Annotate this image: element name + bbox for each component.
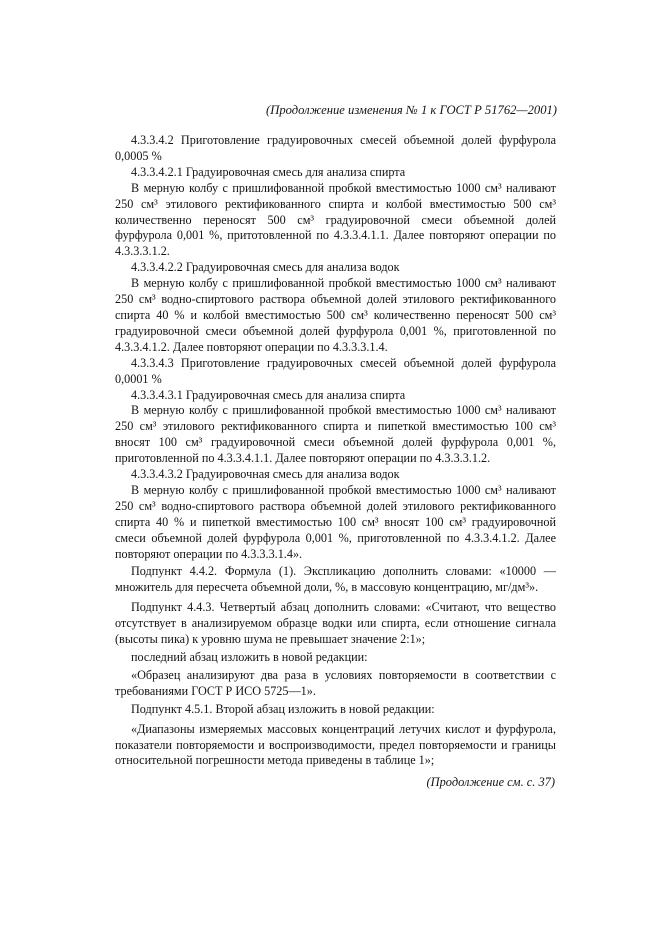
body-paragraph: В мерную колбу с пришлифованной пробкой вместимостью 1000 см³ наливают 250 см³ водно-спиртового раствора объемной долей этилового ректификованного спирта 40 % и колбой вместимостью 500 см³ количественно переносят 500 см³ градуировочной смеси объемной долей фурфурола 0,001 %, приготовленной по 4.3.3.4.1.2. Далее повторяют операции по 4.3.3.3.1.4.	[115, 276, 556, 354]
section-heading: 4.3.3.4.3 Приготовление градуировочных смесей объемной долей фурфурола 0,0001 %	[115, 355, 556, 386]
amendment-paragraph: Подпункт 4.4.3. Четвертый абзац дополнить словами: «Считают, что вещество отсутствует в анализируемом образце водки или спирта, если отношение сигнала (высоты пика) к уровню шума не превышает значение 2:1»;	[115, 600, 556, 647]
continuation-footer: (Продолжение см. с. 37)	[426, 775, 555, 790]
body-paragraph: В мерную колбу с пришлифованной пробкой вместимостью 1000 см³ наливают 250 см³ этилового ректификованного спирта и колбой вместимостью 500 см³ количественно переносят 500 см³ градуировочной смеси объемной долей фурфурола 0,001 %, притотовленной по 4.3.3.4.1.1. Далее повторяют операции по 4.3.3.3.1.2.	[115, 180, 556, 259]
amendment-paragraph: «Образец анализируют два раза в условиях повторяемости в соответствии с требованиями ГОСТ Р ИСО 5725—1».	[115, 667, 556, 698]
body-paragraph: В мерную колбу с пришлифованной пробкой вместимостью 1000 см³ наливают 250 см³ этилового ректификованного спирта и пипеткой вместимостью 100 см³ вносят 100 см³ градуировочной смеси объемной долей фурфурола 0,001 %, приготовленной по 4.3.3.4.1.1. Далее повторяют операции по 4.3.3.3.1.2.	[115, 403, 556, 466]
amendment-paragraph: последний абзац изложить в новой редакции:	[131, 650, 368, 664]
subsection-heading: 4.3.3.4.2.2 Градуировочная смесь для анализа водок	[131, 260, 400, 275]
subsection-heading: 4.3.3.4.3.1 Градуировочная смесь для анализа спирта	[131, 387, 406, 402]
section-heading: 4.3.3.4.2 Приготовление градуировочных смесей объемной долей фурфурола 0,0005 %	[115, 133, 556, 163]
subsection-heading: 4.3.3.4.2.1 Градуировочная смесь для анализа спирта	[131, 164, 406, 179]
amendment-paragraph: Подпункт 4.4.2. Формула (1). Экспликацию дополнить словами: «10000 — множитель для пересчета объемной доли, %, в массовую концентрацию, мг/дм³».	[115, 564, 556, 595]
subsection-heading: 4.3.3.4.3.2 Градуировочная смесь для анализа водок	[131, 467, 400, 482]
continuation-header: (Продолжение изменения № 1 к ГОСТ Р 51762—2001)	[266, 103, 557, 117]
amendment-paragraph: «Диапазоны измеряемых массовых концентраций летучих кислот и фурфурола, показатели повторяемости и воспроизводимости, предел повторяемости и границы относительной погрешности метода приведены в таблице 1»;	[115, 721, 556, 768]
body-text	[115, 133, 556, 791]
body-paragraph: В мерную колбу с пришлифованной пробкой вместимостью 1000 см³ наливают 250 см³ водно-спиртового раствора объемной долей этилового ректификованного спирта 40 % и пипеткой вместимостью 100 см³ вносят 100 см³ градуировочной смеси объемной долей фурфурола 0,001 %, приготовленной по 4.3.3.4.1.2. Далее повторяют операции по 4.3.3.3.1.4».	[115, 482, 556, 561]
amendment-paragraph: Подпункт 4.5.1. Второй абзац изложить в новой редакции:	[131, 701, 435, 716]
